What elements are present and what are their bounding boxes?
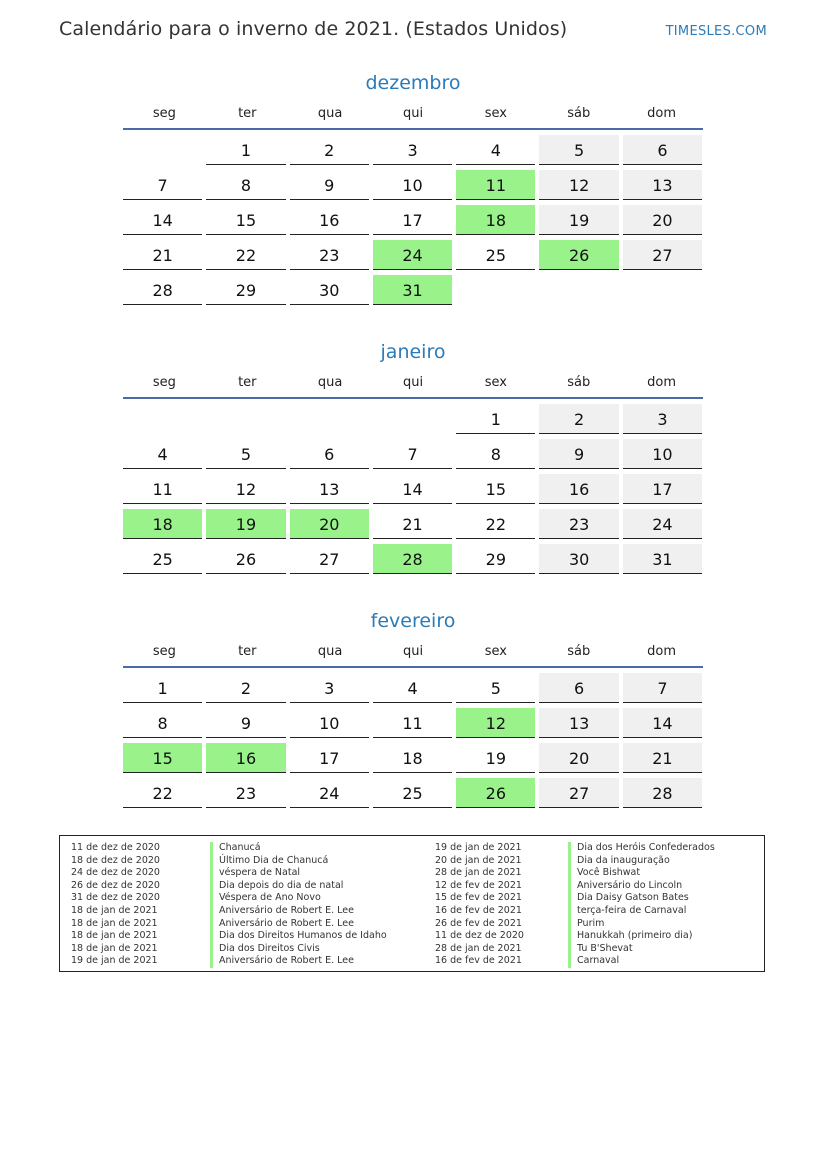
weekday-header [123, 365, 703, 399]
holiday-legend [59, 835, 765, 972]
legend-row [71, 905, 431, 918]
day-cell[interactable]: 30 [539, 544, 618, 574]
day-cell[interactable]: 10 [373, 170, 452, 200]
day-cell[interactable]: 31 [623, 544, 702, 574]
empty-cell [373, 404, 452, 434]
day-cell[interactable]: 8 [456, 439, 535, 469]
day-cell[interactable]: 18 [373, 743, 452, 773]
month-title: dezembro [365, 72, 461, 94]
day-cell[interactable]: 5 [456, 673, 535, 703]
month-janeiro [123, 339, 703, 574]
month-divider [123, 128, 703, 130]
legend-row [71, 943, 431, 956]
legend-row [435, 880, 755, 893]
legend-date: 19 de jan de 2021 [71, 955, 158, 967]
weekday-label: sáb [567, 643, 591, 659]
legend-date: 19 de jan de 2021 [435, 842, 522, 853]
legend-holiday-name: Hanukkah (primeiro dia) [568, 930, 692, 943]
weekday-label: seg [152, 374, 176, 390]
legend-row [71, 930, 431, 943]
day-cell-holiday[interactable]: 11 [456, 170, 535, 200]
weekday-label: qua [317, 643, 343, 659]
legend-row [435, 930, 755, 943]
weekday-label: qui [402, 105, 424, 121]
legend-row [71, 892, 431, 905]
day-cell[interactable]: 9 [539, 439, 618, 469]
days-grid [123, 135, 703, 305]
month-title: fevereiro [370, 610, 456, 632]
day-cell[interactable]: 25 [123, 544, 202, 574]
legend-row [71, 855, 431, 868]
legend-date: 11 de dez de 2020 [71, 842, 160, 853]
weekday-label: qui [402, 643, 424, 659]
legend-date: 28 de jan de 2021 [435, 942, 522, 954]
legend-date: 24 de dez de 2020 [71, 867, 160, 879]
legend-column-left [71, 842, 431, 968]
legend-date: 26 de dez de 2020 [71, 879, 160, 891]
day-cell[interactable]: 4 [373, 673, 452, 703]
day-cell[interactable]: 23 [539, 509, 618, 539]
day-cell[interactable]: 27 [539, 778, 618, 808]
day-cell[interactable]: 14 [123, 205, 202, 235]
legend-row [435, 918, 755, 931]
legend-holiday-name: Dia da inauguração [568, 855, 670, 868]
legend-holiday-name: Carnaval [568, 955, 619, 968]
day-cell[interactable]: 7 [623, 673, 702, 703]
legend-holiday-name: Dia depois do dia de natal [210, 880, 343, 893]
day-cell[interactable]: 7 [373, 439, 452, 469]
legend-holiday-name: Tu B'Shevat [568, 943, 633, 956]
weekday-label: qua [317, 374, 343, 390]
day-cell[interactable]: 14 [373, 474, 452, 504]
weekday-label: ter [238, 374, 257, 390]
legend-column-right [435, 842, 755, 968]
day-cell[interactable]: 7 [123, 170, 202, 200]
day-cell[interactable]: 9 [290, 170, 369, 200]
weekday-label: ter [238, 643, 257, 659]
month-dezembro [123, 70, 703, 305]
day-cell[interactable]: 8 [123, 708, 202, 738]
day-cell[interactable]: 17 [290, 743, 369, 773]
weekday-header [123, 96, 703, 130]
legend-holiday-name: Dia dos Direitos Civis [210, 943, 320, 956]
legend-row [435, 955, 755, 968]
day-cell[interactable]: 2 [539, 404, 618, 434]
legend-row [71, 842, 431, 855]
legend-holiday-name: Véspera de Ano Novo [210, 892, 321, 905]
day-cell[interactable]: 5 [539, 135, 618, 165]
legend-holiday-name: Aniversário de Robert E. Lee [210, 955, 354, 968]
day-cell-holiday[interactable]: 12 [456, 708, 535, 738]
weekday-label: sex [484, 105, 507, 121]
legend-date: 16 de fev de 2021 [435, 955, 522, 967]
legend-date: 18 de dez de 2020 [71, 854, 160, 866]
legend-row [71, 867, 431, 880]
weekday-label: sex [484, 643, 507, 659]
legend-date: 18 de jan de 2021 [71, 942, 158, 954]
weekday-label: qui [402, 374, 424, 390]
legend-row [71, 880, 431, 893]
day-cell[interactable]: 28 [623, 778, 702, 808]
day-cell[interactable]: 27 [623, 240, 702, 270]
legend-holiday-name: Aniversário de Robert E. Lee [210, 905, 354, 918]
legend-holiday-name: terça-feira de Carnaval [568, 905, 686, 918]
day-cell[interactable]: 24 [290, 778, 369, 808]
empty-cell [123, 135, 202, 165]
legend-holiday-name: Dia Daisy Gatson Bates [568, 892, 689, 905]
day-cell-holiday[interactable]: 18 [123, 509, 202, 539]
day-cell-holiday[interactable]: 16 [206, 743, 285, 773]
day-cell[interactable]: 20 [623, 205, 702, 235]
day-cell[interactable]: 6 [290, 439, 369, 469]
legend-row [435, 943, 755, 956]
day-cell[interactable]: 16 [539, 474, 618, 504]
day-cell[interactable]: 21 [123, 240, 202, 270]
day-cell[interactable]: 23 [206, 778, 285, 808]
day-cell[interactable]: 10 [290, 708, 369, 738]
day-cell[interactable]: 2 [290, 135, 369, 165]
day-cell[interactable]: 17 [373, 205, 452, 235]
legend-date: 16 de fev de 2021 [435, 904, 522, 916]
day-cell[interactable]: 30 [290, 275, 369, 305]
legend-date: 28 de jan de 2021 [435, 867, 522, 879]
day-cell[interactable]: 19 [539, 205, 618, 235]
day-cell[interactable]: 24 [623, 509, 702, 539]
day-cell-holiday[interactable]: 31 [373, 275, 452, 305]
day-cell[interactable]: 11 [373, 708, 452, 738]
legend-holiday-name: Chanucá [210, 842, 261, 855]
weekday-label: dom [647, 105, 677, 121]
legend-holiday-name: véspera de Natal [210, 867, 300, 880]
legend-holiday-name: Aniversário do Lincoln [568, 880, 682, 893]
day-cell[interactable]: 15 [206, 205, 285, 235]
empty-cell [123, 404, 202, 434]
day-cell[interactable]: 9 [206, 708, 285, 738]
day-cell[interactable]: 29 [206, 275, 285, 305]
month-divider [123, 666, 703, 668]
day-cell[interactable]: 21 [623, 743, 702, 773]
legend-holiday-name: Purim [568, 918, 604, 931]
legend-row [435, 905, 755, 918]
day-cell[interactable]: 4 [123, 439, 202, 469]
day-cell[interactable]: 20 [539, 743, 618, 773]
day-cell[interactable]: 12 [206, 474, 285, 504]
day-cell[interactable]: 3 [373, 135, 452, 165]
legend-row [435, 867, 755, 880]
day-cell[interactable]: 13 [623, 170, 702, 200]
day-cell[interactable]: 22 [206, 240, 285, 270]
day-cell[interactable]: 19 [456, 743, 535, 773]
weekday-label: sex [484, 374, 507, 390]
day-cell[interactable]: 2 [206, 673, 285, 703]
legend-holiday-name: Dia dos Heróis Confederados [568, 842, 715, 855]
weekday-label: seg [152, 643, 176, 659]
legend-date: 18 de jan de 2021 [71, 917, 158, 929]
day-cell[interactable]: 23 [290, 240, 369, 270]
day-cell[interactable]: 22 [456, 509, 535, 539]
legend-date: 12 de fev de 2021 [435, 879, 522, 891]
day-cell-holiday[interactable]: 26 [539, 240, 618, 270]
day-cell[interactable]: 1 [456, 404, 535, 434]
day-cell[interactable]: 6 [539, 673, 618, 703]
day-cell[interactable]: 3 [290, 673, 369, 703]
day-cell-holiday[interactable]: 18 [456, 205, 535, 235]
month-divider [123, 397, 703, 399]
day-cell-holiday[interactable]: 28 [373, 544, 452, 574]
legend-row [71, 955, 431, 968]
weekday-label: qua [317, 105, 343, 121]
days-grid [123, 673, 703, 808]
day-cell[interactable]: 8 [206, 170, 285, 200]
day-cell[interactable]: 17 [623, 474, 702, 504]
day-cell[interactable]: 3 [623, 404, 702, 434]
day-cell[interactable]: 25 [456, 240, 535, 270]
weekday-label: sáb [567, 105, 591, 121]
weekday-label: seg [152, 105, 176, 121]
day-cell-holiday[interactable]: 15 [123, 743, 202, 773]
legend-holiday-name: Último Dia de Chanucá [210, 855, 328, 868]
day-cell[interactable]: 11 [123, 474, 202, 504]
day-cell[interactable]: 10 [623, 439, 702, 469]
day-cell-holiday[interactable]: 24 [373, 240, 452, 270]
day-cell[interactable]: 28 [123, 275, 202, 305]
legend-date: 26 de fev de 2021 [435, 917, 522, 929]
day-cell[interactable]: 4 [456, 135, 535, 165]
day-cell[interactable]: 25 [373, 778, 452, 808]
weekday-label: dom [647, 374, 677, 390]
legend-date: 20 de jan de 2021 [435, 854, 522, 866]
day-cell[interactable]: 1 [206, 135, 285, 165]
day-cell[interactable]: 16 [290, 205, 369, 235]
weekday-label: ter [238, 105, 257, 121]
legend-date: 18 de jan de 2021 [71, 930, 158, 942]
month-title: janeiro [380, 341, 446, 363]
legend-row [71, 918, 431, 931]
day-cell-holiday[interactable]: 19 [206, 509, 285, 539]
legend-holiday-name: Você Bishwat [568, 867, 640, 880]
day-cell[interactable]: 27 [290, 544, 369, 574]
day-cell-holiday[interactable]: 20 [290, 509, 369, 539]
legend-row [435, 892, 755, 905]
legend-holiday-name: Aniversário de Robert E. Lee [210, 918, 354, 931]
day-cell[interactable]: 13 [290, 474, 369, 504]
page-title: Calendário para o inverno de 2021. (Estados Unidos) [59, 18, 568, 40]
legend-row [435, 842, 755, 855]
day-cell[interactable]: 14 [623, 708, 702, 738]
day-cell[interactable]: 22 [123, 778, 202, 808]
day-cell[interactable]: 1 [123, 673, 202, 703]
legend-date: 31 de dez de 2020 [71, 892, 160, 904]
day-cell[interactable]: 29 [456, 544, 535, 574]
day-cell[interactable]: 21 [373, 509, 452, 539]
day-cell[interactable]: 5 [206, 439, 285, 469]
day-cell[interactable]: 12 [539, 170, 618, 200]
month-fevereiro [123, 608, 703, 808]
weekday-label: dom [647, 643, 677, 659]
day-cell[interactable]: 6 [623, 135, 702, 165]
days-grid [123, 404, 703, 574]
day-cell[interactable]: 26 [206, 544, 285, 574]
brand-logo-text[interactable]: TIMESLES.COM [665, 24, 767, 39]
empty-cell [290, 404, 369, 434]
weekday-label: sáb [567, 374, 591, 390]
legend-date: 18 de jan de 2021 [71, 904, 158, 916]
day-cell[interactable]: 15 [456, 474, 535, 504]
day-cell-holiday[interactable]: 26 [456, 778, 535, 808]
legend-date: 11 de dez de 2020 [435, 930, 524, 942]
legend-date: 15 de fev de 2021 [435, 892, 522, 904]
legend-holiday-name: Dia dos Direitos Humanos de Idaho [210, 930, 387, 943]
empty-cell [206, 404, 285, 434]
day-cell[interactable]: 13 [539, 708, 618, 738]
legend-row [435, 855, 755, 868]
weekday-header [123, 634, 703, 668]
